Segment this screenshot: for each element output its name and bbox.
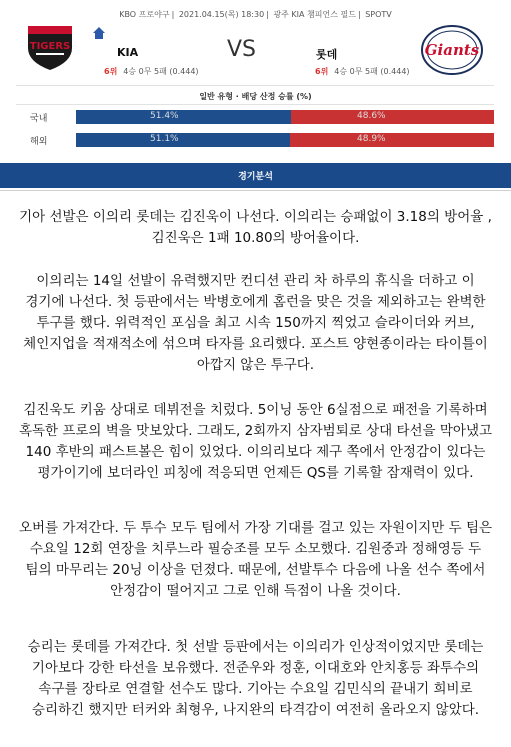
- away-odds-bar: [290, 133, 494, 147]
- away-odds-value: 48.9%: [357, 134, 386, 144]
- divider: [16, 85, 494, 86]
- home-odds-value: 51.4%: [150, 111, 179, 121]
- away-record-text: 4승 0무 5패 (0.444): [334, 67, 410, 76]
- home-record: [104, 66, 199, 77]
- home-record-text: 4승 0무 5패 (0.444): [123, 67, 199, 76]
- away-rank: 6위: [315, 67, 329, 76]
- odds-row-domestic: [16, 110, 494, 124]
- home-team-name: KIA: [117, 46, 139, 59]
- tigers-logo: [22, 22, 78, 72]
- home-odds-bar: [76, 133, 290, 147]
- home-icon: [92, 26, 106, 40]
- league-label: KBO 프로야구: [119, 10, 170, 19]
- broadcast-label: SPOTV: [365, 10, 392, 19]
- tigers-logo-text: TIGERS: [29, 41, 71, 52]
- away-record: [315, 66, 410, 77]
- home-odds-bar: [76, 110, 291, 124]
- odds-label: 해외: [30, 137, 48, 147]
- odds-row-overseas: [16, 133, 494, 147]
- away-team-name: 롯데: [316, 48, 338, 61]
- odds-title: 일반 유형 · 배당 산정 승률 (%): [199, 92, 312, 101]
- giants-logo-text: Giants: [424, 41, 480, 59]
- datetime-label: 2021.04.15(목) 18:30: [178, 10, 265, 19]
- vs-label: VS: [227, 37, 257, 62]
- odds-label: 국내: [30, 114, 48, 124]
- analysis-paragraph: 김진욱도 키움 상대로 데뷔전을 치렀다. 5이닝 동안 6실점으로 패전을 기록하며 혹독한 프로의 벽을 맛보았다. 그래도, 2회까지 삼자범퇴로 상대 타선을 막아냈고 140 후반의 패스트볼은 힘이 있었다. 이의리보다 제구 쪽에서 안정감이 있다는 평가이기에 보더라인 피칭에 적응되면 언제든 QS를 기록할 잠재력이 있다.: [18, 402, 493, 481]
- analysis-paragraph: 이의리는 14일 선발이 유력했지만 컨디션 관리 차 하루의 휴식을 더하고 이 경기에 나선다. 첫 등판에서는 박병호에게 홈런을 맞은 것을 제외하고는 완벽한 투구를 했다. 위력적인 포심을 최고 시속 150까지 찍었고 슬라이더와 커브, 체인지업을 적재적소에 섞으며 타자를 요리했다. 포스트 양현종이라는 타이틀이 아깝지 않은 투구다.: [23, 273, 488, 373]
- match-card: [0, 0, 511, 191]
- home-rank: 6위: [104, 67, 118, 76]
- analysis-paragraph: 오버를 가져간다. 두 투수 모두 팀에서 가장 기대를 걸고 있는 자원이지만 두 팀은 수요일 12회 연장을 치루느라 필승조를 모두 소모했다. 김원중과 정해영등 두 팀의 마무리는 20닝 이상을 던졌다. 때문에, 선발투수 다음에 나올 선수 쪽에서 안정감이 떨어지고 그로 인해 득점이 나올 것이다.: [18, 520, 493, 599]
- analysis-paragraph: 기아 선발은 이의리 롯데는 김진욱이 나선다. 이의리는 승패없이 3.18의 방어율 , 김진욱은 1패 10.80의 방어율이다.: [19, 209, 492, 246]
- home-odds-value: 51.1%: [150, 134, 179, 144]
- analysis-header: [0, 163, 511, 188]
- divider: [16, 104, 494, 105]
- giants-logo: [412, 22, 492, 78]
- analysis-paragraph: 승리는 롯데를 가져간다. 첫 선발 등판에서는 이의리가 인상적이었지만 롯데는 기아보다 강한 타선을 보유했다. 전준우와 정훈, 이대호와 안치홍등 좌투수의 속구를 장타로 연결할 선수도 많다. 기아는 수요일 김민식의 끝내기 희비로 승리하긴 했지만 터커와 최형우, 나지완의 타격감이 여전히 올라오지 않았다.: [27, 639, 484, 718]
- analysis-title: 경기분석: [238, 172, 273, 182]
- venue-label: 광주 KIA 챔피언스 필드: [273, 10, 356, 19]
- away-odds-value: 48.6%: [357, 111, 386, 121]
- match-meta: KBO 프로야구 | 2021.04.15(목) 18:30 | 광주 KIA 챔피언스 필드 | SPOTV: [119, 10, 392, 19]
- away-odds-bar: [291, 110, 494, 124]
